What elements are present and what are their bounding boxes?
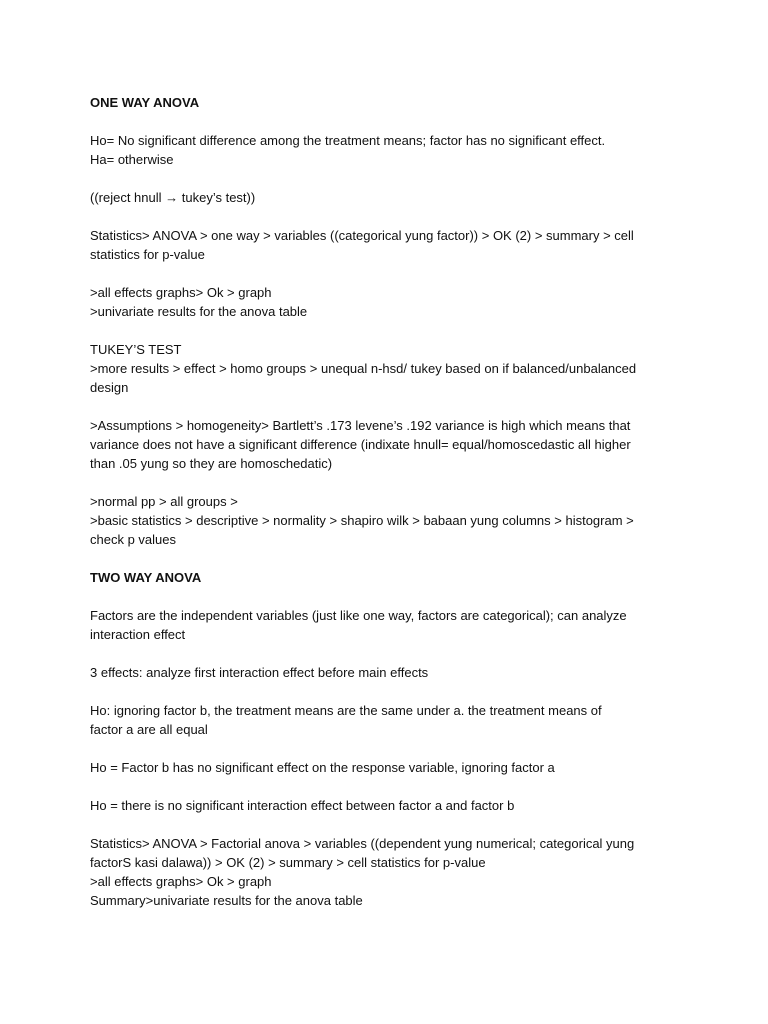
assumptions-line-1: >Assumptions > homogeneity> Bartlett’s .173 levene’s .192 variance is high which means that	[90, 418, 631, 433]
two-way-summary-line: Summary>univariate results for the anova table	[90, 893, 363, 908]
reject-text-after: tukey’s test))	[178, 190, 256, 205]
two-way-ho-interaction	[90, 796, 690, 815]
two-way-graphs-line: >all effects graphs> Ok > graph	[90, 874, 272, 889]
two-way-effects	[90, 663, 690, 682]
tukey-section	[90, 340, 690, 397]
reject-note	[90, 188, 690, 207]
right-arrow-icon: →	[165, 190, 179, 205]
one-way-null-hypothesis: Ho= No significant difference among the treatment means; factor has no significant effect.	[90, 133, 606, 148]
normality-line-2: >basic statistics > descriptive > normality > shapiro wilk > babaan yung columns > histogram >	[90, 513, 634, 528]
document-page	[90, 93, 690, 929]
two-way-steps-line-1: Statistics> ANOVA > Factorial anova > variables ((dependent yung numerical; categorical yung	[90, 836, 635, 851]
two-way-heading-block	[90, 568, 690, 587]
tukey-line-1: >more results > effect > homo groups > unequal n-hsd/ tukey based on if balanced/unbalanced	[90, 361, 637, 376]
one-way-steps	[90, 226, 690, 264]
normality-line-1: >normal pp > all groups >	[90, 494, 238, 509]
one-way-univariate-line: >univariate results for the anova table	[90, 304, 308, 319]
two-way-effects-line: 3 effects: analyze first interaction effect before main effects	[90, 665, 429, 680]
two-way-factors-line-1: Factors are the independent variables (just like one way, factors are categorical); can analyze	[90, 608, 627, 623]
tukey-line-2: design	[90, 380, 129, 395]
assumptions-section	[90, 416, 690, 473]
two-way-anova-heading: TWO WAY ANOVA	[90, 570, 202, 585]
tukey-heading: TUKEY’S TEST	[90, 342, 182, 357]
normality-section	[90, 492, 690, 549]
two-way-factors	[90, 606, 690, 644]
two-way-steps-line-2: factorS kasi dalawa)) > OK (2) > summary > cell statistics for p-value	[90, 855, 486, 870]
two-way-steps	[90, 834, 690, 910]
ho-factor-b-line: Ho = Factor b has no significant effect on the response variable, ignoring factor a	[90, 760, 555, 775]
assumptions-line-2: variance does not have a significant difference (indixate hnull= equal/homoscedastic all higher	[90, 437, 631, 452]
ho-interaction-line: Ho = there is no significant interaction effect between factor a and factor b	[90, 798, 515, 813]
one-way-alt-hypothesis: Ha= otherwise	[90, 152, 174, 167]
one-way-hypotheses	[90, 131, 690, 169]
one-way-steps-line-1: Statistics> ANOVA > one way > variables ((categorical yung factor)) > OK (2) > summary > cell	[90, 228, 634, 243]
two-way-ho-factor-a	[90, 701, 690, 739]
ho-factor-a-line-2: factor a are all equal	[90, 722, 208, 737]
ho-factor-a-line-1: Ho: ignoring factor b, the treatment means are the same under a. the treatment means of	[90, 703, 602, 718]
one-way-steps-line-2: statistics for p-value	[90, 247, 205, 262]
two-way-factors-line-2: interaction effect	[90, 627, 186, 642]
two-way-ho-factor-b	[90, 758, 690, 777]
one-way-heading-block	[90, 93, 690, 112]
one-way-outputs	[90, 283, 690, 321]
normality-line-3: check p values	[90, 532, 176, 547]
reject-hnull-line	[90, 188, 690, 207]
one-way-anova-heading: ONE WAY ANOVA	[90, 95, 200, 110]
assumptions-line-3: than .05 yung so they are homoschedatic)	[90, 456, 333, 471]
reject-text-before: ((reject hnull	[90, 190, 166, 205]
one-way-graphs-line: >all effects graphs> Ok > graph	[90, 285, 272, 300]
